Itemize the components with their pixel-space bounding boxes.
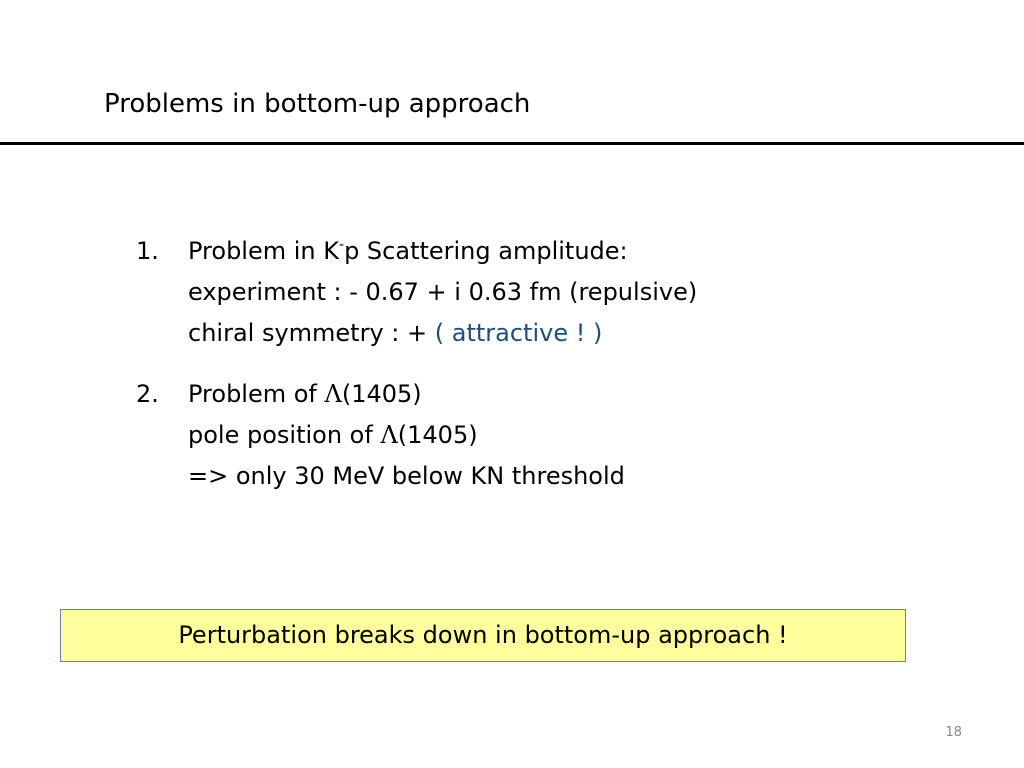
item-1-line-1-text: Problem in K bbox=[188, 237, 339, 265]
attractive-note: ( attractive ! ) bbox=[434, 319, 603, 347]
item-2-line-1-rest: (1405) bbox=[341, 380, 422, 408]
item-1-line-1-rest: p Scattering amplitude: bbox=[344, 237, 628, 265]
item-2-line-1 bbox=[188, 374, 625, 415]
slide-title: Problems in bottom-up approach bbox=[104, 89, 531, 119]
list-item-body bbox=[188, 231, 697, 354]
item-1-line-1 bbox=[188, 231, 697, 272]
conclusion-callout: Perturbation breaks down in bottom-up approach ! bbox=[60, 609, 906, 662]
item-2-line-2-text: pole position of bbox=[188, 421, 381, 449]
item-1-line-3 bbox=[188, 313, 697, 354]
list-item-number: 1. bbox=[136, 237, 159, 265]
page-number: 18 bbox=[945, 725, 962, 740]
item-2-line-2-rest: (1405) bbox=[397, 421, 478, 449]
item-2-line-2 bbox=[188, 415, 625, 456]
list-item-body bbox=[188, 374, 625, 497]
item-2-line-3: => only 30 MeV below KN threshold bbox=[188, 462, 625, 490]
title-divider bbox=[0, 142, 1024, 145]
lambda-symbol: Λ bbox=[324, 380, 342, 408]
item-2-line-1-text: Problem of bbox=[188, 380, 325, 408]
item-1-line-2: experiment : - 0.67 + i 0.63 fm (repulsive) bbox=[188, 278, 698, 306]
list-item-number: 2. bbox=[136, 380, 159, 408]
superscript-minus: - bbox=[339, 237, 345, 253]
item-1-line-3-text: chiral symmetry : + bbox=[188, 319, 435, 347]
lambda-symbol: Λ bbox=[380, 421, 398, 449]
